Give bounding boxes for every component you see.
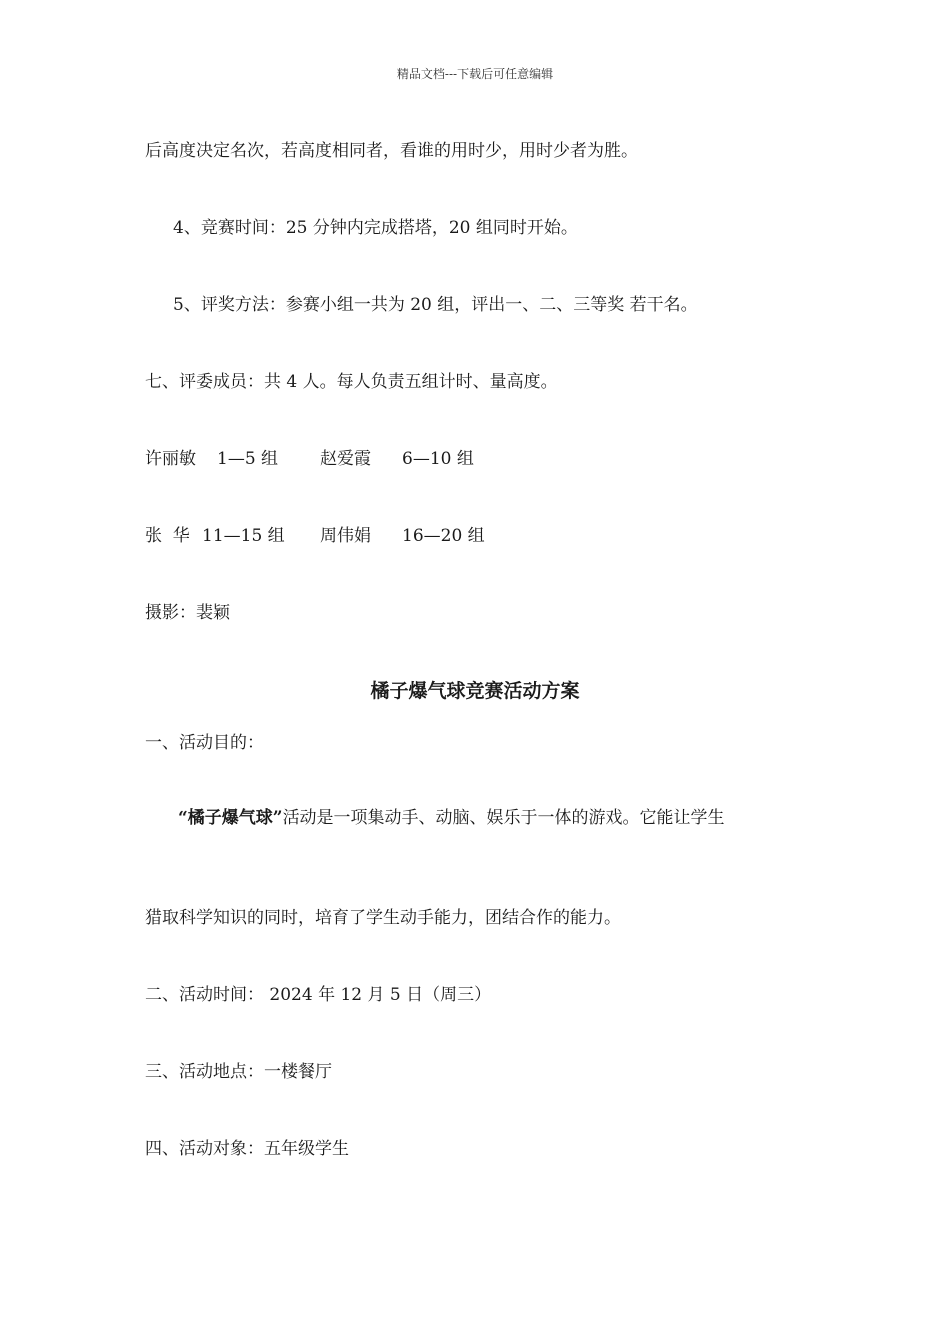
- judge-groups: 6—10 组: [402, 449, 474, 469]
- paragraph-photographer: 摄影：裴颖: [145, 603, 230, 623]
- judge-groups: 1—5 组: [217, 449, 279, 469]
- section-activity-place: 三、活动地点：一楼餐厅: [145, 1062, 332, 1082]
- section-heading-purpose: 一、活动目的：: [145, 733, 264, 753]
- judge-name: 周伟娟: [320, 526, 371, 546]
- judge-groups: 16—20 组: [402, 526, 485, 546]
- purpose-text: 活动是一项集动手、动脑、娱乐于一体的游戏。它能让学生: [282, 808, 725, 828]
- paragraph-competition-time: 4、竞赛时间：25 分钟内完成搭塔，20 组同时开始。: [173, 218, 578, 238]
- activity-name-quote: “橘子爆气球”: [178, 808, 283, 828]
- paragraph-purpose-line2: 猎取科学知识的同时，培育了学生动手能力，团结合作的能力。: [145, 908, 621, 928]
- section-activity-time: 二、活动时间： 2024 年 12 月 5 日（周三）: [145, 985, 492, 1005]
- judge-name: 许丽敏: [145, 449, 196, 469]
- judge-groups: 11—15 组: [202, 526, 285, 546]
- paragraph-ranking-rule: 后高度决定名次，若高度相同者，看谁的用时少，用时少者为胜。: [145, 141, 638, 161]
- paragraph-purpose-line1: [178, 806, 725, 830]
- paragraph-judges-heading: 七、评委成员：共 4 人。每人负责五组计时、量高度。: [145, 372, 558, 392]
- page-header: 精品文档---下载后可任意编辑: [396, 67, 554, 81]
- section-activity-target: 四、活动对象：五年级学生: [145, 1139, 349, 1159]
- paragraph-award-method: 5、评奖方法：参赛小组一共为 20 组，评出一、二、三等奖 若干名。: [173, 295, 698, 315]
- document-title: 橘子爆气球竞赛活动方案: [370, 680, 580, 702]
- judge-name: 张 华: [145, 526, 190, 546]
- judge-name: 赵爱霞: [320, 449, 371, 469]
